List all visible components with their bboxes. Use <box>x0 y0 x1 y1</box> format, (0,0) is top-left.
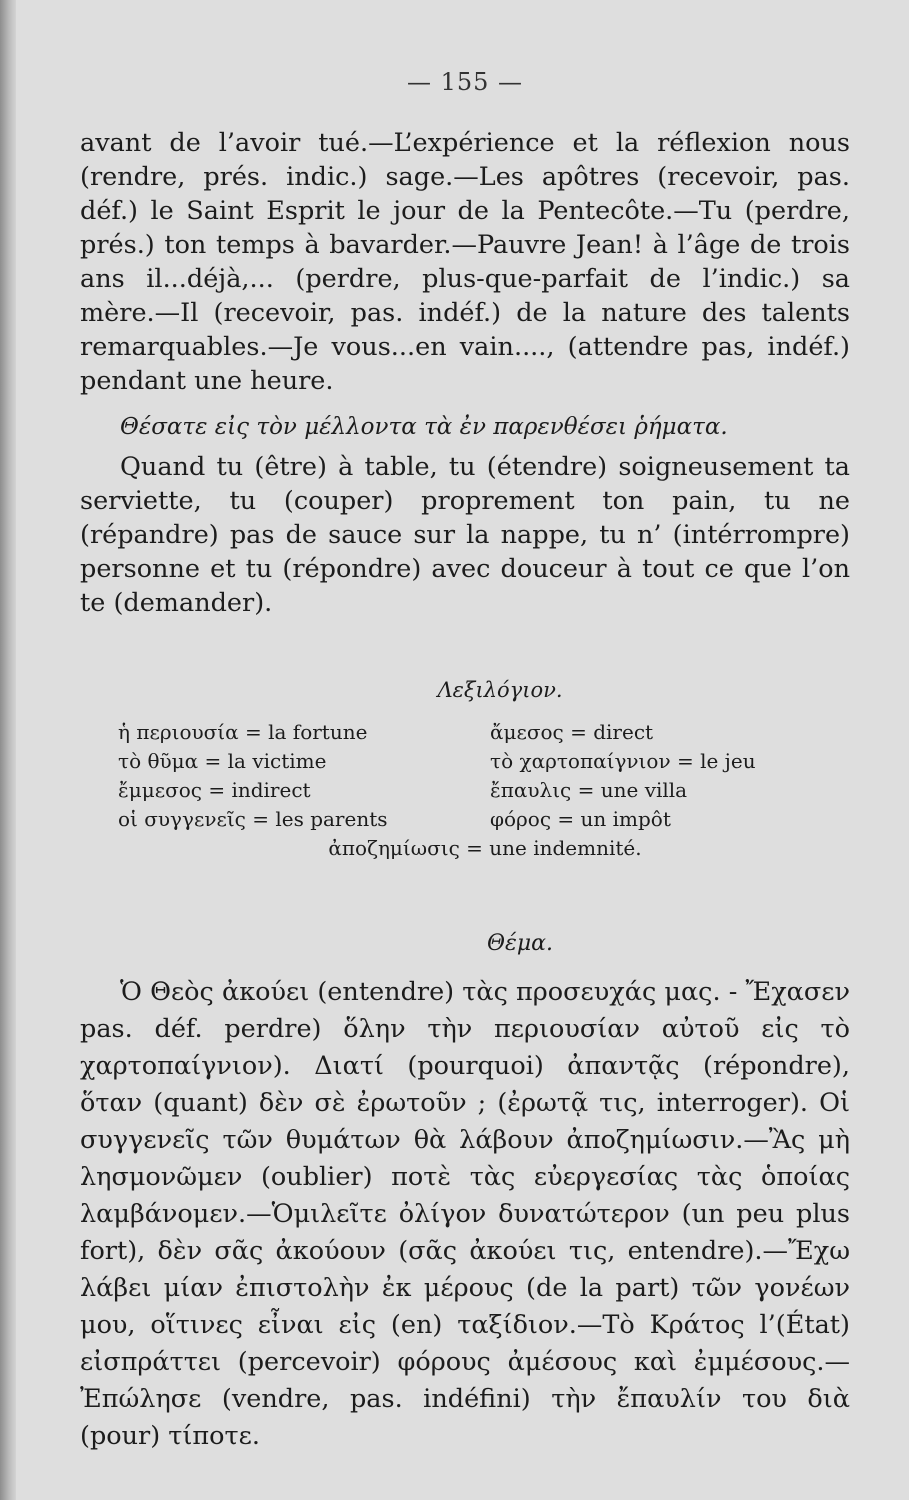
future-tense-paragraph: Quand tu (être) à table, tu (étendre) soigneusement ta serviette, tu (couper) proprement ton pain, tu ne (répandre) pas de sauce sur la nappe, tu n’ (intérrompre) personne et tu (répondre) avec douceur à tout ce que l’on te (demander). <box>80 452 850 618</box>
theme-title: Θέμα. <box>487 931 553 956</box>
vocabulary-entry: τὸ θῦμα = la victime <box>118 749 327 773</box>
exercise-paragraph: avant de l’avoir tué.—L’expérience et la réflexion nous (rendre, prés. indic.) sage.—Les apôtres (recevoir, pas. déf.) le Saint Esprit le jour de la Pentecôte.—Tu (perdre, prés.) ton temps à bavarder.—Pauvre Jean! à l’âge de trois ans il...déjà,... (perdre, plus-que-parfait de l’indic.) sa mère.—Il (recevoir, pas. indéf.) de la nature des talents remarquables.—Je vous...en vain...., (attendre pas, indéf.) pendant une heure. <box>80 128 850 396</box>
vocabulary-list <box>118 718 850 834</box>
page-content <box>80 68 850 1455</box>
exercise-instruction: Θέσατε εἰς τὸν μέλλοντα τὰ ἐν παρενθέσει ῥήματα. <box>120 414 728 440</box>
vocabulary-entry: ἔπαυλις = une villa <box>490 778 688 802</box>
vocabulary-entry: φόρος = un impôt <box>490 807 671 831</box>
vocabulary-entry: ἔμμεσος = indirect <box>118 778 311 802</box>
vocabulary-entry: τὸ χαρτοπαίγνιον = le jeu <box>490 749 756 773</box>
page-binding-edge <box>0 0 16 1500</box>
vocabulary-entry: ἄμεσος = direct <box>490 720 654 744</box>
vocabulary-entry: ἡ περιουσία = la fortune <box>118 720 368 744</box>
vocabulary-title: Λεξιλόγιον. <box>437 678 563 702</box>
page-number: — 155 — <box>406 68 524 96</box>
theme-text: Ὁ Θεὸς ἀκούει (entendre) τὰς προσευχάς μας. - Ἔχασεν pas. déf. perdre) ὅλην τὴν περιουσίαν αὐτοῦ εἰς τὸ χαρτοπαίγνιον). Διατί (pourquoi) ἀπαντᾷς (répondre), ὅταν (quant) δὲν σὲ ἐρωτοῦν ; (ἐρωτᾷ τις, interroger). Οἱ συγγενεῖς τῶν θυμάτων θὰ λάβουν ἀποζημίωσιν.—Ἂς μὴ λησμονῶμεν (oublier) ποτὲ τὰς εὐεργεσίας τὰς ὁποίας λαμβάνομεν.—Ὁμιλεῖτε ὀλίγον δυνατώτερον (un peu plus fort), δὲν σᾶς ἀκούουν (σᾶς ἀκούει τις, entendre).—Ἔχω λάβει μίαν ἐπιστολὴν ἐκ μέρους (de la part) τῶν γονέων μου, οἵτινες εἶναι εἰς (en) ταξίδιον.—Τὸ Κράτος l’(État) εἰσπράττει (percevoir) φόρους ἀμέσους καὶ ἐμμέσους.—Ἐπώλησε (vendre, pas. indéfini) τὴν ἔπαυλίν του διὰ (pour) τίποτε. <box>80 977 850 1451</box>
vocabulary-entry-last: ἀποζημίωσις = une indemnité. <box>328 836 642 860</box>
vocabulary-entry: οἱ συγγενεῖς = les parents <box>118 807 388 831</box>
